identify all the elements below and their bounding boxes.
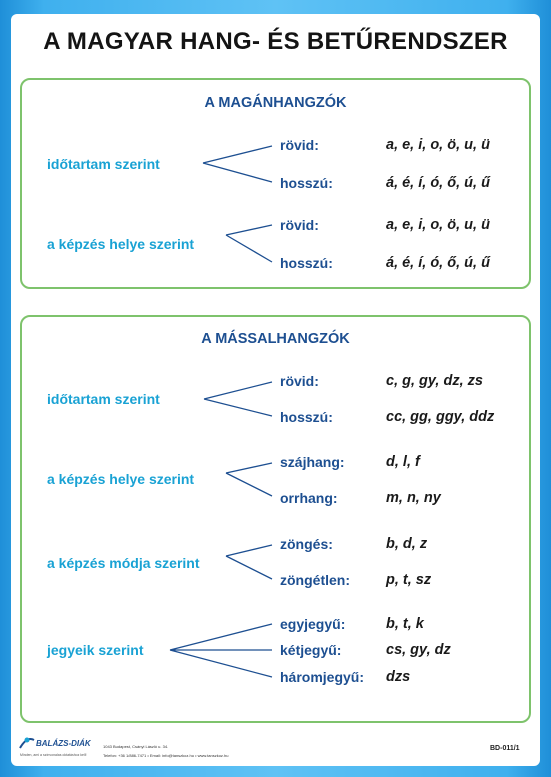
subcategory-label: hosszú:	[280, 255, 333, 271]
category-label: jegyeik szerint	[47, 642, 144, 658]
subcategory-label: kétjegyű:	[280, 642, 342, 658]
publisher-slogan: Minden, ami a színvonalas oktatáshoz kell!	[20, 753, 87, 757]
subcategory-label: egyjegyű:	[280, 616, 346, 632]
page-title: A MAGYAR HANG- ÉS BETŰRENDSZER	[43, 28, 508, 55]
subcategory-label: rövid:	[280, 137, 319, 153]
subcategory-label: orrhang:	[280, 490, 338, 506]
letter-list: a, e, i, o, ö, u, ü	[386, 217, 490, 233]
vowels-heading: A MAGÁNHANGZÓK	[204, 95, 347, 111]
letter-list: d, l, f	[386, 454, 420, 470]
letter-list: á, é, í, ó, ő, ú, ű	[386, 175, 490, 191]
subcategory-label: rövid:	[280, 373, 319, 389]
product-code: BD-011/1	[490, 745, 520, 752]
consonants-heading: A MÁSSALHANGZÓK	[201, 331, 350, 347]
subcategory-label: zöngés:	[280, 536, 333, 552]
letter-list: b, t, k	[386, 616, 424, 632]
letter-list: b, d, z	[386, 536, 428, 552]
category-label: a képzés helye szerint	[47, 236, 195, 252]
letter-list: a, e, i, o, ö, u, ü	[386, 137, 490, 153]
letter-list: c, g, gy, dz, zs	[386, 373, 483, 389]
publisher-logo-icon	[18, 734, 36, 750]
letter-list: cc, gg, ggy, ddz	[386, 409, 495, 425]
subcategory-label: háromjegyű:	[280, 669, 365, 685]
publisher-contact: Telefon: +36 1/886-7471 • Email: info@tanszkoz.hu • www.tanszkoz.hu	[103, 753, 229, 758]
subcategory-label: szájhang:	[280, 454, 345, 470]
category-label: időtartam szerint	[47, 156, 160, 172]
letter-list: cs, gy, dz	[386, 642, 451, 658]
publisher-logo: BALÁZS-DIÁK	[36, 739, 91, 748]
publisher-address: 1043 Budapest, Csányi László u. 34.	[103, 744, 169, 749]
subcategory-label: hosszú:	[280, 409, 333, 425]
letter-list: m, n, ny	[386, 490, 441, 506]
subcategory-label: zöngétlen:	[280, 572, 350, 588]
letter-list: p, t, sz	[386, 572, 432, 588]
category-label: a képzés módja szerint	[47, 555, 200, 571]
category-label: a képzés helye szerint	[47, 471, 195, 487]
letter-list: á, é, í, ó, ő, ú, ű	[386, 255, 490, 271]
letter-list: dzs	[386, 669, 411, 685]
subcategory-label: hosszú:	[280, 175, 333, 191]
subcategory-label: rövid:	[280, 217, 319, 233]
category-label: időtartam szerint	[47, 391, 160, 407]
